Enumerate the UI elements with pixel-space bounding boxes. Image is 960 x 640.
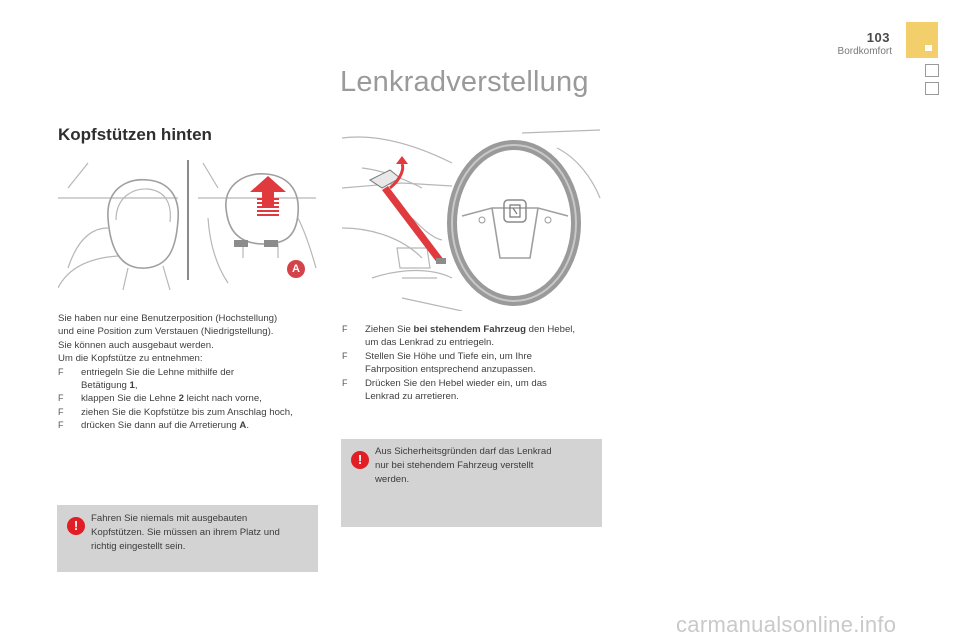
watermark[interactable]: carmanualsonline.info xyxy=(676,612,897,637)
chapter-tab-empty-2[interactable] xyxy=(925,82,939,95)
list-item: F ziehen Sie die Kopfstütze bis zum Anschlag hoch, xyxy=(58,406,293,418)
intro-line-1: Sie haben nur eine Benutzerposition (Hochstellung) xyxy=(58,313,278,324)
bullet-icon: F xyxy=(58,420,64,431)
chapter-tab-empty-1[interactable] xyxy=(925,64,939,77)
steering-instructions xyxy=(342,323,604,403)
headrest-illustration xyxy=(58,158,318,290)
bullet-icon: F xyxy=(342,350,348,361)
page-title: Lenkradverstellung xyxy=(340,66,589,98)
list-item: F Stellen Sie Höhe und Tiefe ein, um Ihre Fahrposition entsprechend anzupassen. xyxy=(342,350,536,376)
label-a-marker: A xyxy=(287,260,305,278)
warning-icon: ! xyxy=(351,451,369,469)
steering-wheel-illustration xyxy=(342,128,602,311)
bullet-icon: F xyxy=(58,393,64,404)
bullet-icon: F xyxy=(342,377,348,388)
intro-line-4: Um die Kopfstütze zu entnehmen: xyxy=(58,353,203,365)
bullet-icon: F xyxy=(58,366,64,377)
warning-line: werden. xyxy=(375,474,410,486)
intro-line-2: und eine Position zum Verstauen (Niedrigstellung). xyxy=(58,326,274,338)
chapter-tab[interactable] xyxy=(906,22,938,58)
steering-warning-note xyxy=(341,439,602,527)
warning-icon: ! xyxy=(67,517,85,535)
bullet-icon: F xyxy=(342,324,348,334)
intro-line-3: Sie können auch ausgebaut werden. xyxy=(58,339,214,351)
section-heading: Kopfstützen hinten xyxy=(58,125,212,144)
list-item: F entriegeln Sie die Lehne mithilfe der Betätigung 1, xyxy=(58,366,235,392)
headrest-instructions xyxy=(58,312,320,433)
list-item: F Ziehen Sie bei stehendem Fahrzeug den Hebel, um das Lenkrad zu entriegeln. xyxy=(342,324,576,349)
warning-line: nur bei stehendem Fahrzeug verstellt xyxy=(375,460,534,472)
bullet-icon: F xyxy=(58,406,64,417)
list-item: F klappen Sie die Lehne 2 leicht nach vorne, xyxy=(58,393,262,405)
warning-line: Aus Sicherheitsgründen darf das Lenkrad xyxy=(375,446,552,457)
page-number: 103 xyxy=(866,30,890,45)
warning-line: Fahren Sie niemals mit ausgebauten xyxy=(91,513,248,524)
headrest-warning-note xyxy=(57,505,318,572)
list-item: F drücken Sie dann auf die Arretierung A. xyxy=(58,420,250,432)
section-name: Bordkomfort xyxy=(837,46,892,57)
list-item: F Drücken Sie den Hebel wieder ein, um das Lenkrad zu arretieren. xyxy=(342,377,547,403)
warning-line: richtig eingestellt sein. xyxy=(91,541,186,553)
warning-line: Kopfstützen. Sie müssen an ihrem Platz und xyxy=(91,527,280,539)
